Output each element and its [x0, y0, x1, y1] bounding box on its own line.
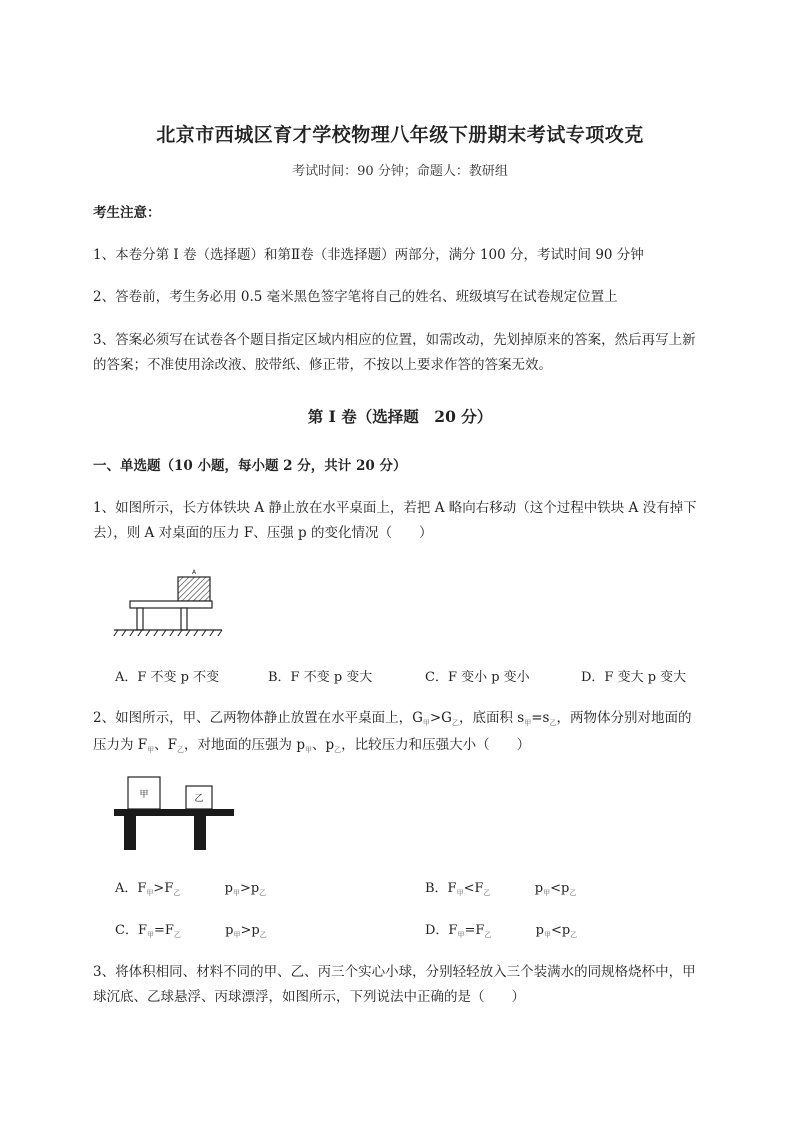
q2-option-b[interactable]: B．$F_甲<F_乙$ $p_甲<p_乙$: [425, 881, 577, 897]
q1-figure: [110, 565, 230, 645]
notice-heading: 考生注意：: [93, 205, 161, 221]
block-yi-label: 乙: [194, 794, 204, 804]
part-heading: 一、单选题（10 小题，每小题 2 分，共计 20 分）: [93, 458, 407, 474]
table-top: [130, 601, 212, 608]
q3-stem-line-2: 球沉底、乙球悬浮、丙球漂浮，如图所示，下列说法中正确的是（ ）: [93, 989, 525, 1005]
notice-item-3-cont: 的答案；不准使用涂改液、胶带纸、修正带，不按以上要求作答的答案无效。: [93, 357, 552, 373]
q2-stem-line-2: 压力为 $F_甲$、$F_乙$，对地面的压强为 $p_甲$、$p_乙$，比较压力和压强大小（ ）: [93, 737, 531, 754]
q1-option-c[interactable]: C．F 变小 p 变小: [425, 670, 530, 685]
q3-stem-line-1: 3、将体积相同、材料不同的甲、乙、丙三个实心小球，分别轻轻放入三个装满水的同规格烧杯中，甲: [93, 964, 696, 980]
notice-item-2: 2、答卷前，考生务必用 0.5 毫米黑色签字笔将自己的姓名、班级填写在试卷规定位置上: [93, 289, 618, 305]
exam-info: 考试时间：90 分钟；命题人：教研组: [292, 164, 508, 179]
section-title: 第 I 卷（选择题 20 分）: [307, 407, 493, 426]
table-leg-right: [181, 608, 187, 630]
q2-stem-line-1: 2、如图所示，甲、乙两物体静止放置在水平桌面上，$G_甲>G_乙$，底面积 $s_甲=s_乙$，两物体分别对地面的: [93, 710, 692, 727]
q2-option-c[interactable]: C．$F_甲=F_乙$ $p_甲>p_乙$: [115, 923, 267, 939]
q2-option-d[interactable]: D．$F_甲=F_乙$ $p_甲<p_乙$: [425, 923, 578, 939]
q1-option-a[interactable]: A．F 不变 p 不变: [115, 670, 220, 685]
notice-item-3: 3、答案必须写在试卷各个题目指定区域内相应的位置，如需改动，先划掉原来的答案，然后再写上新: [93, 332, 696, 348]
notice-item-1: 1、本卷分第 I 卷（选择题）和第Ⅱ卷（非选择题）两部分，满分 100 分，考试时间 90 分钟: [93, 247, 644, 263]
q2-figure: [110, 770, 240, 855]
table-slab: [114, 809, 234, 816]
q1-stem-line-1: 1、如图所示，长方体铁块 A 静止放在水平桌面上，若把 A 略向右移动（这个过程中铁块 A 没有掉下: [93, 500, 697, 516]
table-leg-right: [194, 816, 206, 850]
q1-stem-line-2: 去），则 A 对桌面的压力 F、压强 p 的变化情况（ ）: [93, 525, 433, 541]
q1-option-b[interactable]: B．F 不变 p 变大: [268, 670, 373, 685]
iron-block-a: [178, 577, 210, 601]
block-jia-label: 甲: [139, 790, 149, 800]
block-a-label: A: [191, 569, 197, 576]
page-title: 北京市西城区育才学校物理八年级下册期末考试专项攻克: [156, 124, 644, 146]
table-leg-left: [137, 608, 143, 630]
q1-option-d[interactable]: D．F 变大 p 变大: [581, 670, 687, 685]
q2-option-a[interactable]: A．$F_甲>F_乙$ $p_甲>p_乙$: [115, 881, 267, 897]
table-leg-left: [124, 816, 136, 850]
